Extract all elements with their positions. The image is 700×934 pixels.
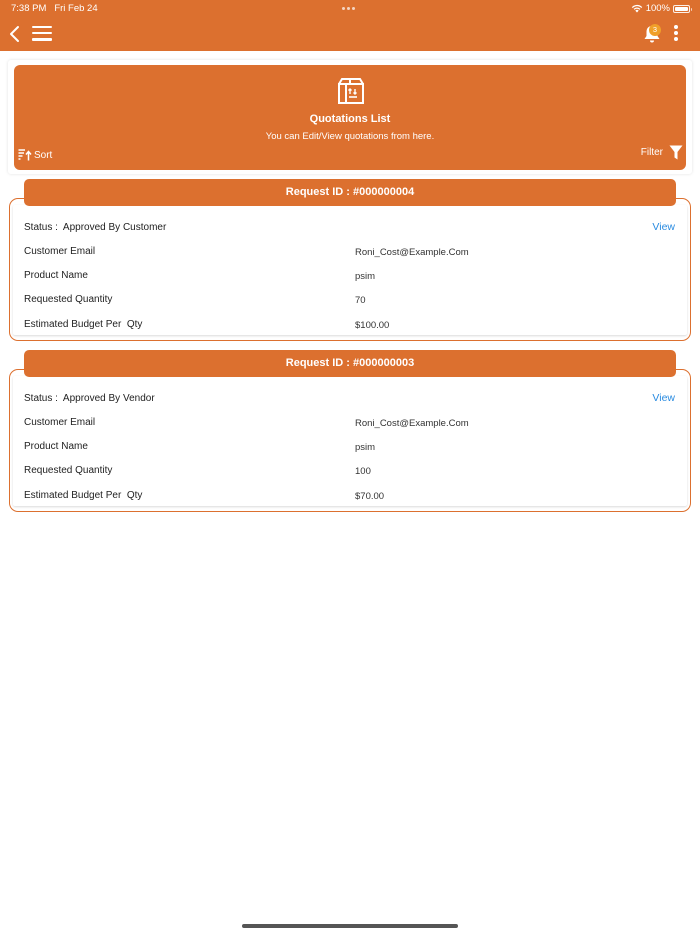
battery-icon: [673, 5, 690, 13]
field-value: 70: [355, 295, 366, 306]
field-label: Estimated Budget Per Qty: [24, 490, 143, 501]
field-label: Product Name: [24, 441, 88, 452]
filter-label: Filter: [640, 147, 663, 158]
top-app-bar: [0, 0, 700, 51]
field-label: Customer Email: [24, 417, 96, 428]
date-text: Fri Feb 24: [54, 3, 98, 14]
sort-label: Sort: [34, 149, 53, 161]
status-row: [24, 393, 155, 404]
hamburger-menu-icon[interactable]: [32, 26, 52, 41]
status-row: [24, 222, 166, 233]
box-icon: [336, 76, 366, 106]
card-body: [13, 376, 687, 506]
status-label: Status :: [24, 393, 58, 404]
field-value: 100: [355, 466, 371, 477]
view-link[interactable]: View: [652, 221, 675, 233]
field-value: $100.00: [355, 320, 390, 331]
time-text: 7:38 PM: [11, 3, 47, 14]
page-subtitle: You can Edit/View quotations from here.: [265, 131, 435, 142]
sort-icon: [18, 149, 32, 161]
status-indicators: [631, 3, 690, 14]
status-bar: [0, 0, 700, 18]
sort-button[interactable]: [18, 149, 52, 161]
home-indicator[interactable]: [242, 924, 458, 928]
page-title: Quotations List: [309, 113, 391, 125]
back-chevron-icon[interactable]: [8, 25, 22, 43]
card-body: [13, 205, 687, 335]
request-id-header: Request ID : #000000004: [24, 179, 676, 206]
field-label: Customer Email: [24, 246, 96, 257]
multitask-dots-icon[interactable]: [342, 7, 355, 10]
status-value: Approved By Vendor: [62, 393, 155, 404]
field-label: Requested Quantity: [24, 294, 113, 305]
field-value: Roni_Cost@Example.Com: [355, 418, 469, 429]
status-value: Approved By Customer: [62, 222, 167, 233]
quotation-card: [8, 179, 692, 341]
filter-funnel-icon: [669, 145, 683, 160]
wifi-icon: [631, 4, 643, 13]
quotation-card: [8, 350, 692, 512]
field-label: Requested Quantity: [24, 465, 113, 476]
notification-badge: 3: [649, 24, 661, 36]
status-label: Status :: [24, 222, 58, 233]
filter-button[interactable]: [641, 145, 683, 160]
quotations-header-container: [8, 60, 692, 174]
status-time: [11, 3, 98, 14]
more-options-icon[interactable]: [672, 25, 680, 43]
field-label: Product Name: [24, 270, 88, 281]
field-value: psim: [355, 442, 376, 453]
field-label: Estimated Budget Per Qty: [24, 319, 143, 330]
field-value: psim: [355, 271, 376, 282]
battery-percent: 100%: [645, 3, 670, 14]
quotations-header-card: [14, 65, 686, 170]
view-link[interactable]: View: [652, 392, 675, 404]
field-value: Roni_Cost@Example.Com: [355, 247, 469, 258]
field-value: $70.00: [355, 491, 385, 502]
request-id-header: Request ID : #000000003: [24, 350, 676, 377]
